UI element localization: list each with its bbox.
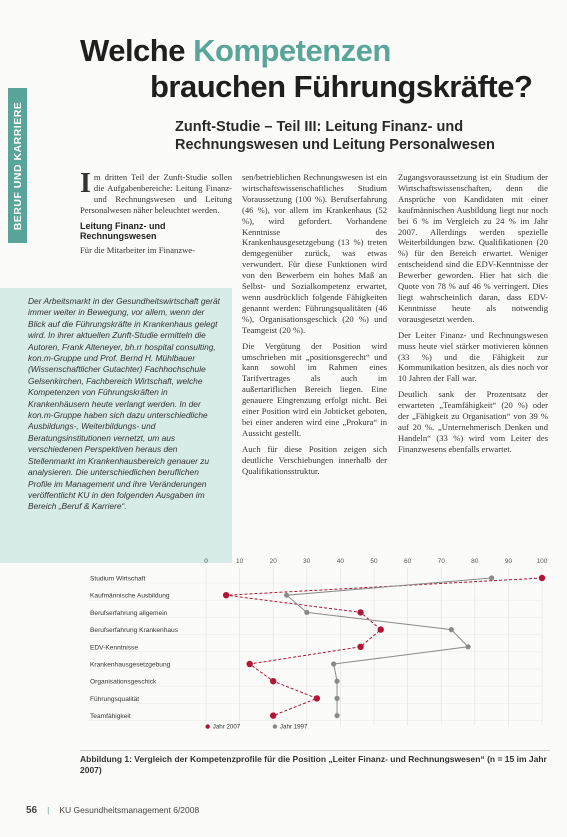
- section-heading: Leitung Finanz- und Rechnungswesen: [80, 220, 166, 242]
- callout-text: Der Arbeitsmarkt in der Gesundheitswirtschaft gerät immer weiter in Bewegung, vor allem, wenn der Blick auf die Führungskräfte in Krankenhaus gelegt wird. In ihrer aktuellen Zunft-Studie ermitteln die Autoren, Frank Alteneyer, bh.rr hospital consulting, kon.m-Gruppe und Prof. Bernd H. Mühlbauer (Wissenschaftlicher Gutachter) Fachhochschule Gelsenkirchen, Fachbereich Wirtschaft, welche Kompetenzen von Führungskräften in Krankenhäusern heute verlangt werden. In der kon.m-Gruppe haben sich dazu unterschiedliche Ausbildungs-, Weiterbildungs- und Beratungsinstitutionen vernetzt, um aus verschiedenen Perspektiven heraus den Stellenmarkt im Krankenhausbereich genauer zu analysieren. Die unterschiedlichen beruflichen Profile im Management und ihre Veränderungen veröffentlicht KU in den folgenden Ausgaben im Bereich „Beruf & Karriere“.: [28, 296, 220, 512]
- category-label: EDV-Kenntnisse: [90, 644, 139, 652]
- column-1: [80, 168, 232, 261]
- data-point: [304, 610, 309, 615]
- data-point: [334, 696, 339, 701]
- data-point: [334, 679, 339, 684]
- category-label: Berufserfahrung Krankenhaus: [90, 627, 178, 635]
- data-point: [284, 593, 289, 598]
- drop-cap: I: [80, 168, 91, 199]
- data-point: [334, 713, 339, 718]
- category-label: Berufserfahrung allgemein: [90, 609, 168, 617]
- x-tick-label: 90: [504, 558, 513, 565]
- data-point: [357, 644, 363, 650]
- title-line-1: Welche Kompetenzen: [80, 33, 391, 68]
- x-tick-label: 40: [336, 558, 345, 565]
- x-tick-label: 60: [403, 558, 412, 565]
- section-label: BERUF UND KARRIERE: [11, 101, 24, 230]
- category-label: Teamfähigkeit: [90, 713, 131, 721]
- figure-caption: Abbildung 1: Vergleich der Kompetenzprofile für die Position „Leiter Finanz- und Rechnungswesen“ (n = 15 im Jahr 2007): [80, 754, 547, 775]
- x-tick-label: 50: [370, 558, 378, 565]
- data-point: [270, 678, 276, 684]
- x-tick-label: 30: [303, 558, 311, 565]
- x-tick-label: 80: [471, 558, 479, 565]
- body-paragraph: Zugangsvoraussetzung ist ein Studium der Wirtschaftswissenschaften, denn die Ansprüche von Kandidaten mit einer kaufmännischen Ausbildung liegt nur noch bei 6 % im Vergleich zu 24 % im Jahr 2007. Allerdings werden spezielle Weiterbildungen bzw. Qualifikationen (20 %) für den Bereich erwartet. Weniger entscheidend sind die EDV-Kenntnisse der Bewerber geworden. Hier hat sich die Quote von 78 % auf 46 % verringert. Dies liegt wahrscheinlich daran, dass EDV-Kenntnisse heute als notwendig vorausgesetzt werden.: [398, 172, 548, 324]
- category-label: Kaufmännische Ausbildung: [90, 592, 170, 600]
- data-point: [270, 712, 276, 718]
- body-paragraph: sen/betrieblichen Rechnungswesen ist ein wirtschaftswissenschaftliches Studium Voraussetzung (100 %). Berufserfahrung (46 %), vor allem im Krankenhaus (52 %), wird gefordert. Vorhandene Kenntnisse des Krankenhausgesetzgebung (13 %) treten demgegenüber zurück, was etwas verwundert. Für diese Funktionen wird von den Bewerbern ein hohes Maß an Selbst- und Sozialkompetenz erwartet, wenn ausdrücklich folgende Fähigkeiten genannt werden: Führungsqualitäten (46 %), Organisationsgeschick (20 %) und Teamgeist (20 %).: [242, 172, 387, 335]
- caption-divider: [80, 750, 550, 751]
- column-3: [398, 172, 548, 460]
- data-point: [539, 575, 545, 581]
- category-label: Organisationsgeschick: [90, 678, 157, 686]
- journal-name: KU Gesundheitsmanagement 6/2008: [59, 805, 200, 815]
- title-line-2: brauchen Führungskräfte?: [150, 69, 533, 104]
- data-point: [246, 661, 252, 667]
- footer-separator: |: [47, 805, 50, 815]
- competency-chart: [80, 548, 554, 748]
- category-label: Krankenhausgesetzgebung: [90, 661, 171, 669]
- chart-svg: [80, 548, 554, 748]
- body-paragraph: Die Vergütung der Position wird umschrieben mit „positionsgerecht“ und kann sowohl im Rahmen eines Tarifvertrages als auch im außertariflichen Bereich liegen. Eine genauere Eingrenzung erfolgt nicht. Bei einer Position wird ein Jobticket geboten, bei einer anderen wird eine „Prokura“ in Aussicht gestellt.: [242, 340, 387, 438]
- column-2: [242, 172, 387, 481]
- legend-swatch: [205, 724, 209, 728]
- page-number: 56: [26, 805, 38, 816]
- data-point: [449, 627, 454, 632]
- legend-swatch: [273, 724, 277, 728]
- body-paragraph: Auch für diese Position zeigen sich deutliche Verschiebungen innerhalb der Qualifikationsstruktur.: [242, 443, 387, 476]
- category-label: Führungsqualität: [90, 695, 140, 703]
- category-label: Studium Wirtschaft: [90, 575, 146, 583]
- data-point: [378, 626, 384, 632]
- legend-label: Jahr 2007: [212, 723, 241, 731]
- body-paragraph: Der Leiter Finanz- und Rechnungswesen muss heute viel stärker motivieren können (33 %) und die Fähigkeit zur Kommunikation besitzen, als dies noch vor 10 Jahren der Fall war.: [398, 329, 548, 384]
- body-paragraph: Deutlich sank der Prozentsatz der erwarteten „Teamfähigkeit“ (20 %) oder der „Fähigkeit zu Organisation“ von 39 % auf 20 %. „Unternehmerisch Denken und Handeln“ (33 %) wird vom Leiter des Finanzwesens ebenfalls erwartet.: [398, 389, 548, 454]
- page-footer: [26, 805, 199, 816]
- data-point: [357, 609, 363, 615]
- x-tick-label: 10: [235, 558, 244, 565]
- data-point: [314, 695, 320, 701]
- x-tick-label: 20: [269, 558, 277, 565]
- data-point: [331, 661, 336, 666]
- body-paragraph: Für die Mitarbeiter im Finanzwe-: [80, 244, 196, 255]
- x-tick-label: 0: [204, 558, 208, 565]
- data-point: [489, 575, 494, 580]
- intro-paragraph: Im dritten Teil der Zunft-Studie sollen die Aufgabenbereiche: Leitung Finanz- und Rechnungswesen und Leitung Personalwesen näher beleuchtet werden.: [80, 168, 232, 215]
- legend-label: Jahr 1997: [279, 723, 308, 731]
- data-point: [465, 644, 470, 649]
- x-tick-label: 100: [536, 558, 548, 565]
- data-point: [223, 592, 229, 598]
- subtitle: Zunft-Studie – Teil III: Leitung Finanz- und Rechnungswesen und Leitung Personalwesen: [175, 119, 495, 153]
- x-tick-label: 70: [437, 558, 445, 565]
- series-line: [287, 578, 492, 716]
- title-accent: Kompetenzen: [193, 33, 391, 68]
